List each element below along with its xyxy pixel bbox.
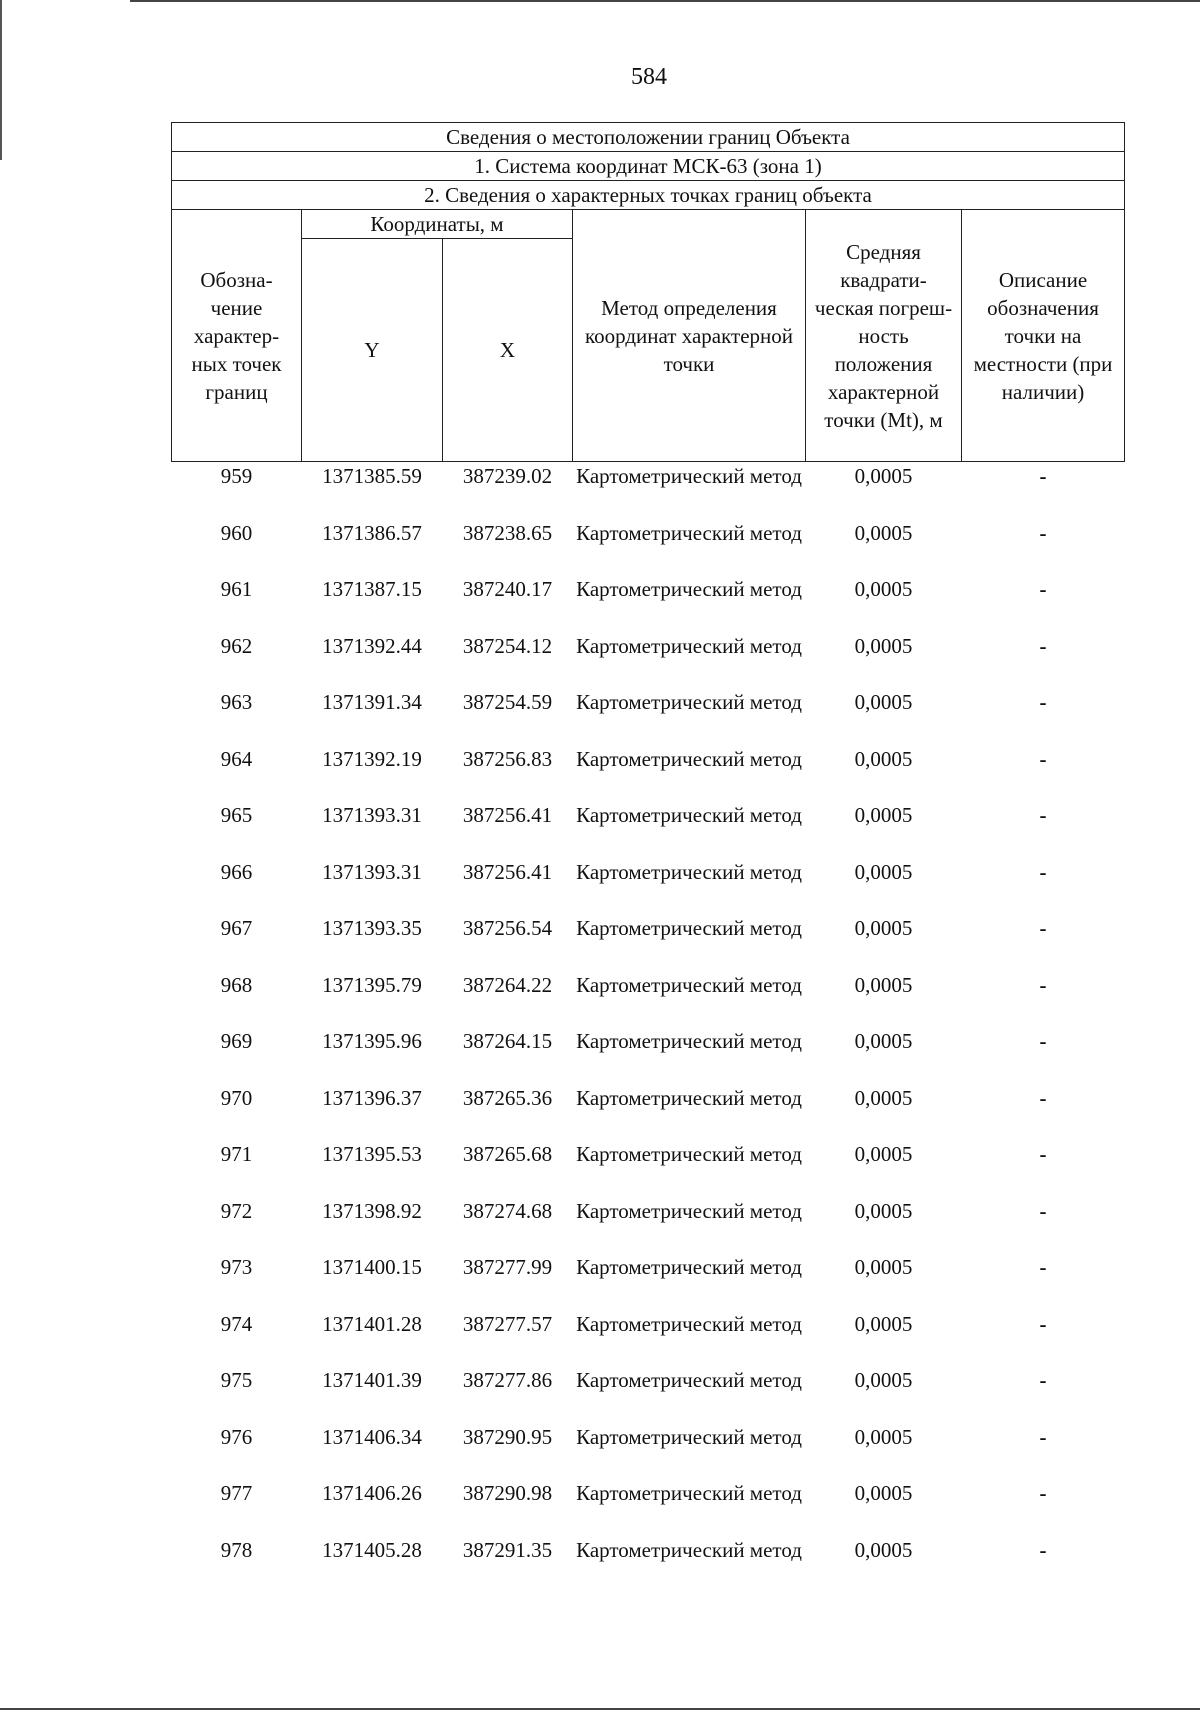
table-row bbox=[172, 801, 1125, 858]
coord-y: 1371396.37 bbox=[322, 1085, 422, 1110]
point-description: - bbox=[1039, 803, 1047, 827]
point-id: 965 bbox=[220, 803, 253, 827]
point-id: 959 bbox=[220, 464, 253, 488]
point-description: - bbox=[1039, 577, 1047, 601]
coord-x: 387256.83 bbox=[462, 746, 553, 771]
point-id: 973 bbox=[220, 1255, 253, 1279]
point-id: 974 bbox=[220, 1311, 253, 1336]
coord-x: 387264.22 bbox=[462, 972, 553, 997]
mean-square-error: 0,0005 bbox=[854, 803, 913, 827]
method: Картометрический метод bbox=[576, 1029, 802, 1053]
table-row bbox=[172, 1253, 1125, 1310]
table-row bbox=[172, 1366, 1125, 1423]
table-row bbox=[172, 858, 1125, 915]
method: Картометрический метод bbox=[576, 1368, 802, 1392]
table-row bbox=[172, 575, 1125, 632]
coord-y: 1371405.28 bbox=[322, 1537, 422, 1562]
mean-square-error: 0,0005 bbox=[854, 859, 913, 884]
method: Картометрический метод bbox=[576, 1537, 802, 1562]
method: Картометрический метод bbox=[576, 1255, 802, 1279]
header-designation: Обозна- чение характер- ных точек границ bbox=[172, 210, 302, 462]
method: Картометрический метод bbox=[576, 1424, 802, 1449]
point-id: 961 bbox=[220, 577, 253, 601]
method: Картометрический метод bbox=[576, 1481, 802, 1505]
coord-x: 387277.57 bbox=[462, 1311, 553, 1336]
point-description: - bbox=[1039, 1311, 1047, 1336]
point-id: 969 bbox=[220, 1029, 253, 1053]
coord-x: 387256.54 bbox=[462, 916, 553, 940]
coord-y: 1371400.15 bbox=[322, 1255, 422, 1279]
header-description: Описание обозначения точки на местности (при наличии) bbox=[962, 210, 1125, 462]
point-id: 977 bbox=[220, 1481, 253, 1505]
method: Картометрический метод bbox=[576, 690, 802, 714]
point-description: - bbox=[1039, 1537, 1047, 1562]
coord-y: 1371406.26 bbox=[322, 1481, 422, 1505]
table-row bbox=[172, 1310, 1125, 1367]
point-description: - bbox=[1039, 1255, 1047, 1279]
point-description: - bbox=[1039, 1142, 1047, 1166]
point-description: - bbox=[1039, 746, 1047, 771]
coord-x: 387256.41 bbox=[462, 803, 553, 827]
method: Картометрический метод bbox=[576, 1198, 802, 1223]
mean-square-error: 0,0005 bbox=[854, 1029, 913, 1053]
point-description: - bbox=[1039, 1481, 1047, 1505]
coordinate-system: 1. Система координат МСК-63 (зона 1) bbox=[172, 152, 1125, 181]
header-mean-square-error: Средняя квадрати- ческая погреш- ность положения характерной точки (Mt), м bbox=[806, 210, 962, 462]
point-id: 978 bbox=[220, 1537, 253, 1562]
table-row bbox=[172, 971, 1125, 1028]
table-row bbox=[172, 745, 1125, 802]
mean-square-error: 0,0005 bbox=[854, 464, 913, 488]
coord-y: 1371401.28 bbox=[322, 1311, 422, 1336]
mean-square-error: 0,0005 bbox=[854, 1368, 913, 1392]
header-method: Метод определения координат характерной точки bbox=[573, 210, 806, 462]
point-description: - bbox=[1039, 520, 1047, 545]
mean-square-error: 0,0005 bbox=[854, 633, 913, 658]
mean-square-error: 0,0005 bbox=[854, 1085, 913, 1110]
table-row bbox=[172, 1479, 1125, 1536]
coord-y: 1371392.19 bbox=[322, 746, 422, 771]
method: Картометрический метод bbox=[576, 1142, 802, 1166]
coord-x: 387277.86 bbox=[462, 1368, 553, 1392]
method: Картометрический метод bbox=[576, 1085, 802, 1110]
header-x: X bbox=[443, 239, 573, 462]
point-description: - bbox=[1039, 1085, 1047, 1110]
coord-y: 1371391.34 bbox=[322, 690, 422, 714]
boundary-points-table bbox=[171, 122, 1125, 1592]
mean-square-error: 0,0005 bbox=[854, 746, 913, 771]
mean-square-error: 0,0005 bbox=[854, 1537, 913, 1562]
method: Картометрический метод bbox=[576, 577, 802, 601]
coord-y: 1371395.53 bbox=[322, 1142, 422, 1166]
coord-y: 1371395.79 bbox=[322, 972, 422, 997]
coord-x: 387265.36 bbox=[462, 1085, 553, 1110]
table-row bbox=[172, 1084, 1125, 1141]
method: Картометрический метод bbox=[576, 746, 802, 771]
coord-x: 387254.59 bbox=[462, 690, 553, 714]
point-description: - bbox=[1039, 859, 1047, 884]
table-row bbox=[172, 1536, 1125, 1593]
table-body bbox=[172, 462, 1125, 1593]
coord-y: 1371398.92 bbox=[322, 1198, 422, 1223]
point-id: 970 bbox=[220, 1085, 253, 1110]
point-description: - bbox=[1039, 1368, 1047, 1392]
mean-square-error: 0,0005 bbox=[854, 1424, 913, 1449]
point-description: - bbox=[1039, 1424, 1047, 1449]
table-row bbox=[172, 914, 1125, 971]
page-number-text: 584 bbox=[631, 64, 667, 90]
point-id: 960 bbox=[220, 520, 253, 545]
coord-y: 1371392.44 bbox=[322, 633, 422, 658]
coord-x: 387256.41 bbox=[462, 859, 553, 884]
table-title: Сведения о местоположении границ Объекта bbox=[172, 123, 1125, 152]
coord-x: 387291.35 bbox=[462, 1537, 553, 1562]
point-id: 964 bbox=[220, 746, 253, 771]
table-row bbox=[172, 462, 1125, 519]
method: Картометрический метод bbox=[576, 859, 802, 884]
point-id: 968 bbox=[220, 972, 253, 997]
coord-x: 387274.68 bbox=[462, 1198, 553, 1223]
table-row bbox=[172, 1140, 1125, 1197]
coord-y: 1371393.35 bbox=[322, 916, 422, 940]
point-id: 975 bbox=[220, 1368, 253, 1392]
mean-square-error: 0,0005 bbox=[854, 1311, 913, 1336]
coord-y: 1371395.96 bbox=[322, 1029, 422, 1053]
scan-edge-top bbox=[130, 0, 1200, 2]
mean-square-error: 0,0005 bbox=[854, 972, 913, 997]
point-description: - bbox=[1039, 916, 1047, 940]
coord-y: 1371393.31 bbox=[322, 803, 422, 827]
mean-square-error: 0,0005 bbox=[854, 1255, 913, 1279]
point-id: 971 bbox=[220, 1142, 253, 1166]
point-description: - bbox=[1039, 972, 1047, 997]
method: Картометрический метод bbox=[576, 972, 802, 997]
mean-square-error: 0,0005 bbox=[854, 1198, 913, 1223]
point-id: 962 bbox=[220, 633, 253, 658]
mean-square-error: 0,0005 bbox=[854, 577, 913, 601]
point-id: 972 bbox=[220, 1198, 253, 1223]
coord-y: 1371393.31 bbox=[322, 859, 422, 884]
coord-x: 387238.65 bbox=[462, 520, 553, 545]
method: Картометрический метод bbox=[576, 464, 802, 488]
coord-x: 387240.17 bbox=[462, 577, 553, 601]
mean-square-error: 0,0005 bbox=[854, 1142, 913, 1166]
table-row bbox=[172, 632, 1125, 689]
method: Картометрический метод bbox=[576, 916, 802, 940]
mean-square-error: 0,0005 bbox=[854, 690, 913, 714]
coord-x: 387277.99 bbox=[462, 1255, 553, 1279]
table-row bbox=[172, 1027, 1125, 1084]
point-id: 976 bbox=[220, 1424, 253, 1449]
table-row bbox=[172, 1423, 1125, 1480]
point-description: - bbox=[1039, 464, 1047, 488]
page-number bbox=[0, 64, 1200, 91]
mean-square-error: 0,0005 bbox=[854, 916, 913, 940]
point-description: - bbox=[1039, 690, 1047, 714]
coord-y: 1371385.59 bbox=[322, 464, 422, 488]
coord-y: 1371406.34 bbox=[322, 1424, 422, 1449]
coord-x: 387290.95 bbox=[462, 1424, 553, 1449]
section-title: 2. Сведения о характерных точках границ объекта bbox=[172, 181, 1125, 210]
point-id: 963 bbox=[220, 690, 253, 714]
header-y: Y bbox=[302, 239, 443, 462]
coord-x: 387290.98 bbox=[462, 1481, 553, 1505]
point-description: - bbox=[1039, 1029, 1047, 1053]
point-id: 966 bbox=[220, 859, 253, 884]
coord-y: 1371386.57 bbox=[322, 520, 422, 545]
scan-edge-bottom bbox=[0, 1708, 1200, 1710]
mean-square-error: 0,0005 bbox=[854, 1481, 913, 1505]
point-description: - bbox=[1039, 633, 1047, 658]
coord-x: 387264.15 bbox=[462, 1029, 553, 1053]
coord-x: 387254.12 bbox=[462, 633, 553, 658]
coord-y: 1371387.15 bbox=[322, 577, 422, 601]
table-row bbox=[172, 519, 1125, 576]
table-row bbox=[172, 1197, 1125, 1254]
coord-y: 1371401.39 bbox=[322, 1368, 422, 1392]
method: Картометрический метод bbox=[576, 1311, 802, 1336]
point-id: 967 bbox=[220, 916, 253, 940]
table-row bbox=[172, 688, 1125, 745]
coord-x: 387239.02 bbox=[462, 464, 553, 488]
header-coordinates: Координаты, м bbox=[302, 210, 573, 239]
point-description: - bbox=[1039, 1198, 1047, 1223]
mean-square-error: 0,0005 bbox=[854, 520, 913, 545]
method: Картометрический метод bbox=[576, 803, 802, 827]
method: Картометрический метод bbox=[576, 520, 802, 545]
coord-x: 387265.68 bbox=[462, 1142, 553, 1166]
method: Картометрический метод bbox=[576, 633, 802, 658]
